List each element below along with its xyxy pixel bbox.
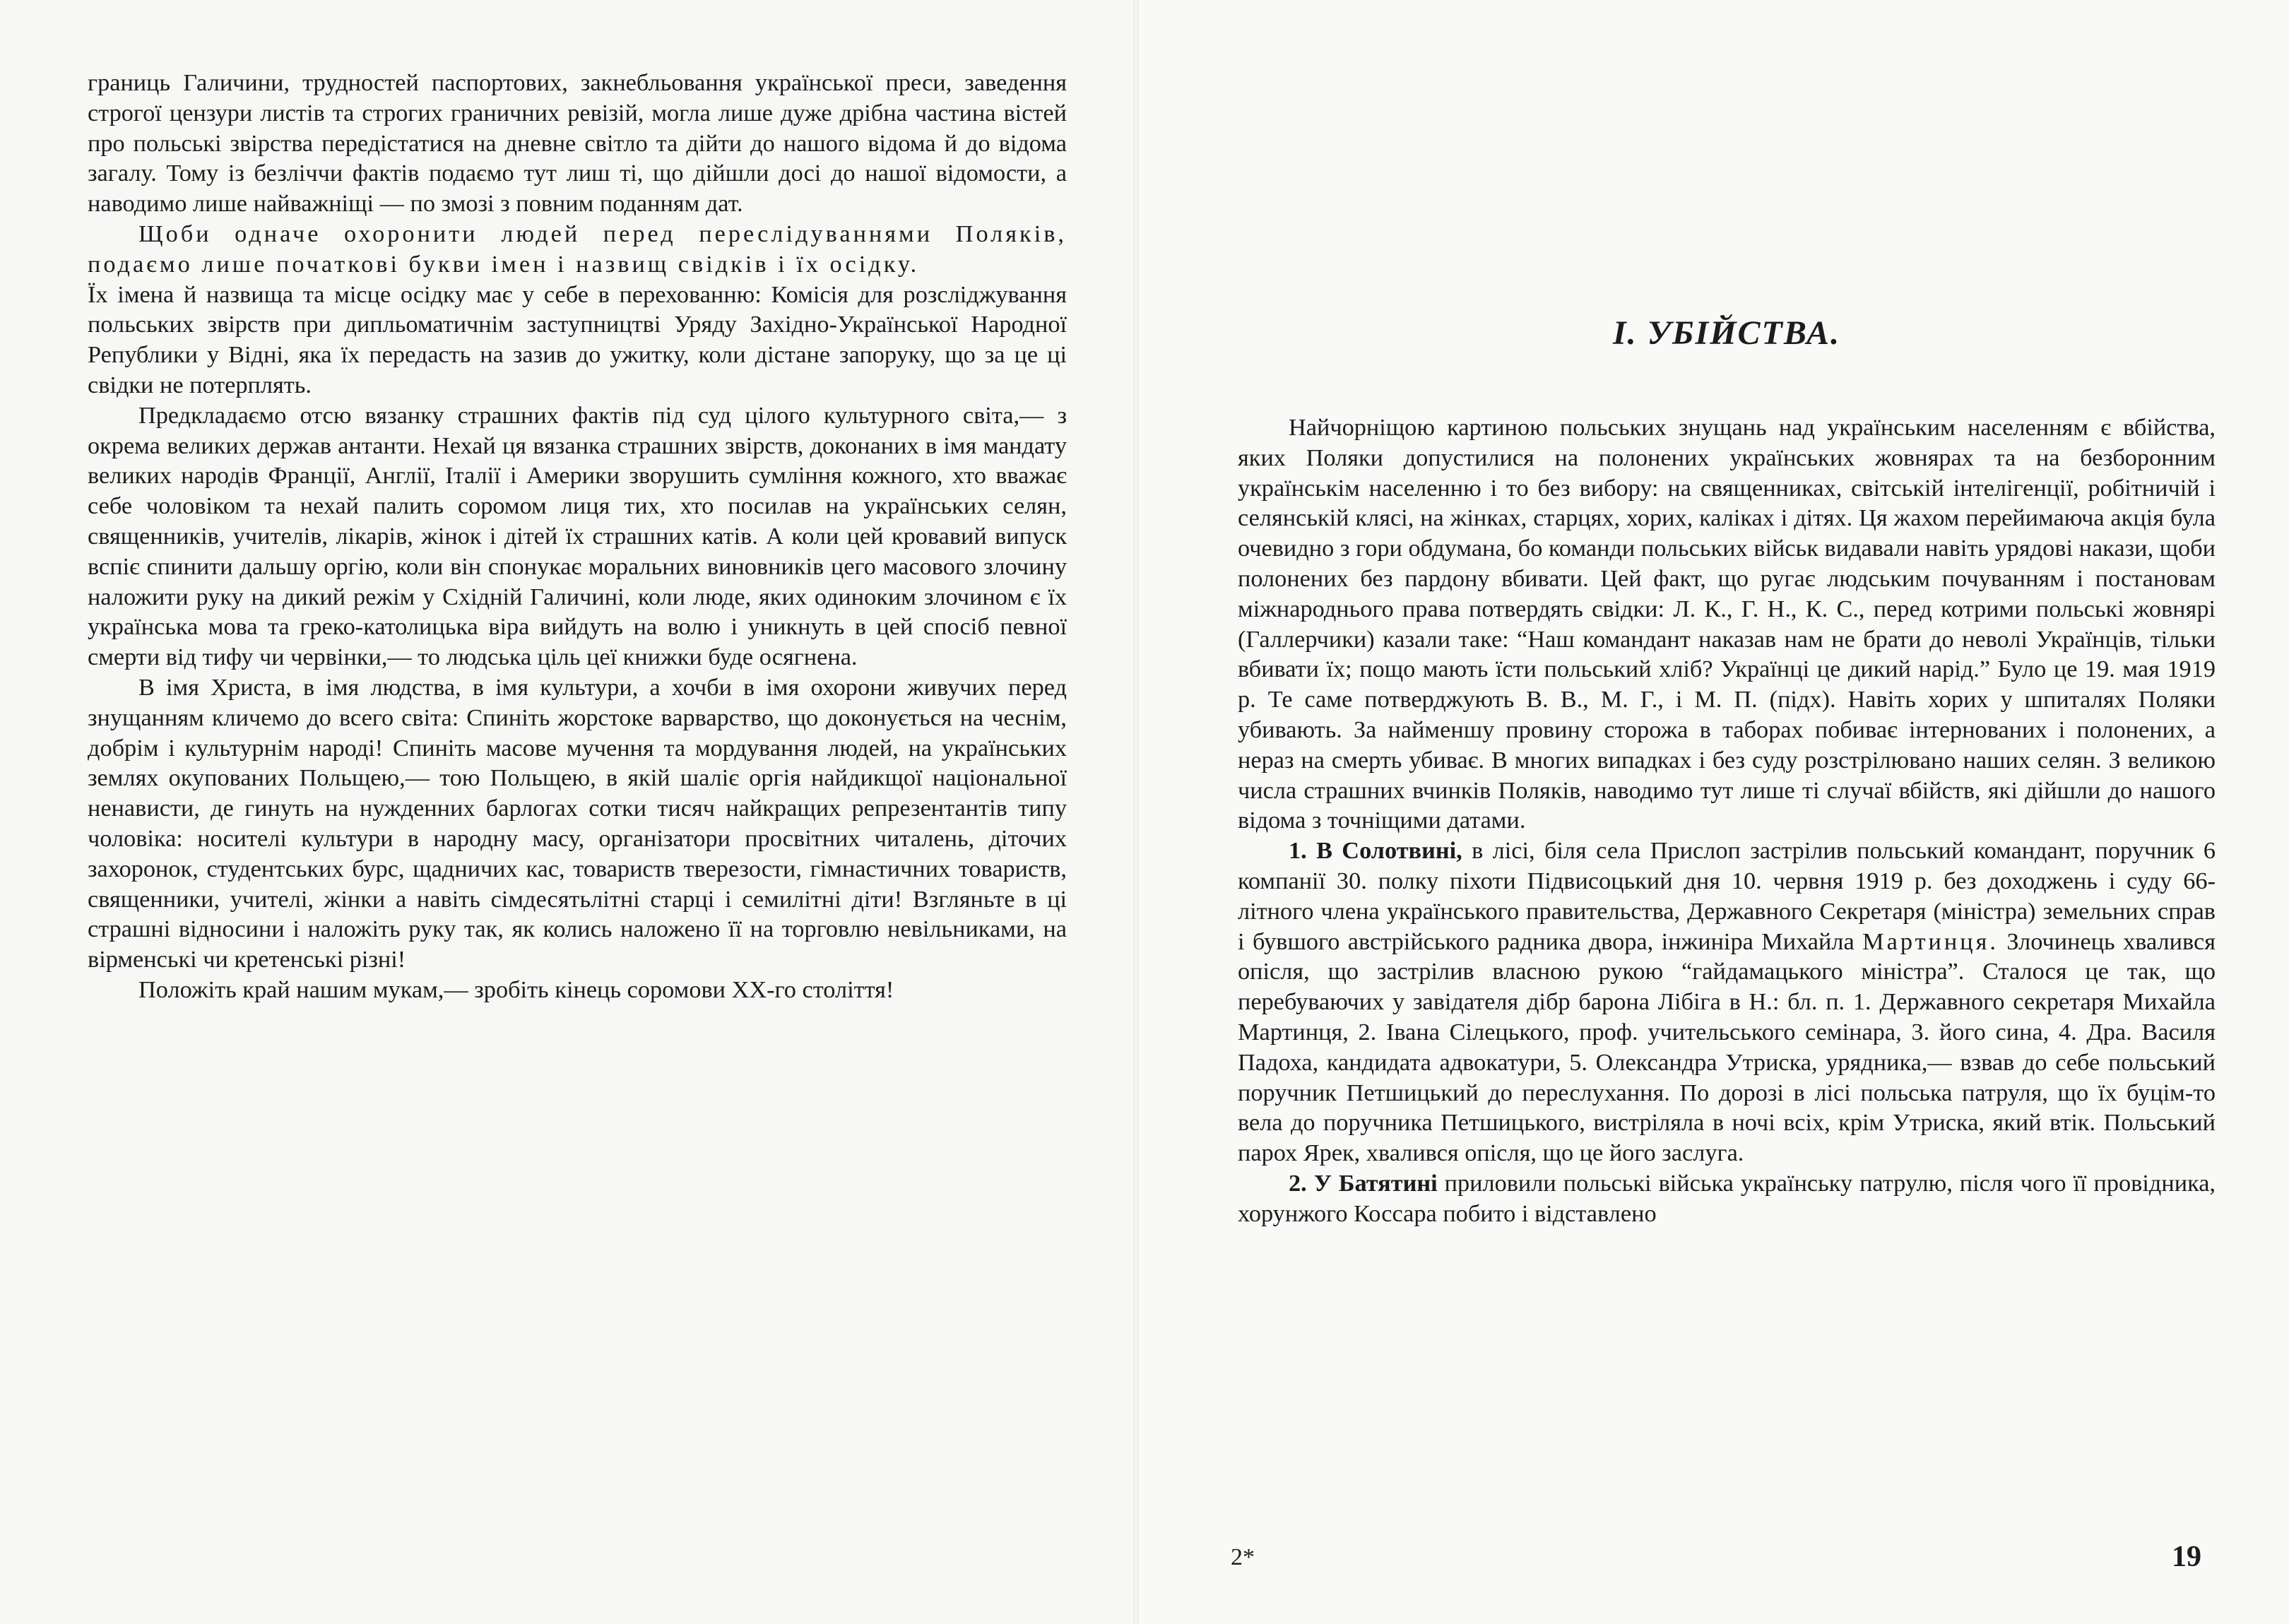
right-page-text <box>1238 413 2216 1229</box>
case-2-heading: 2. У Батятині <box>1289 1169 1438 1197</box>
paragraph-spaced-notice: Щоби одначе охоронити людей перед переслідуваннями Поляків, подаємо лише початкові букви імен і назвищ свідків і їх осідку. <box>88 220 1067 278</box>
case-2-paragraph <box>1238 1168 2216 1229</box>
case-1-heading: 1. В Солотвині, <box>1289 837 1462 865</box>
section-title: І. УБІЙСТВА. <box>1612 314 1841 352</box>
case-1-text-b: Злочинець хвалився опісля, що застрілив власною рукою “гайдамацького міністра”. Сталося це так, що перебуваючих у завідателя дібр барона Лібіга в Н.: бл. п. 1. Державного секретаря Михайла Мартинця, 2. Івана Сілецького, проф. учительського семінара, 3. його сина, 4. Дра. Василя Падоха, кандидата адвокатури, 5. Олександра Утриска, урядника,— взвав до себе польський поручник Петшицький до переслухання. По дорозі в лісі польська патруля, що їх буцім-то вела до поручника Петшицького, вистріляла в ночі всіх, крім Утриска, який втік. Польський парох Ярек, хвалився опісля, що це його заслуга. <box>1238 927 2216 1167</box>
case-2-text: приловили польські війська українську патрулю, після чого її провідника, хорунжого Коссара побито і відставлено <box>1238 1169 2216 1227</box>
case-1-text-a: в лісі, біля села Прислоп застрілив польський командант, поручник 6 компанії 30. полку піхоти Підвисоцький дня 10. червня 1919 р. без доходжень і суду 66-літного члена українського правительства, Державного Секретаря (міністра) земельних справ і бувшого австрійського радника двора, інжиніра Михайла <box>1238 837 2216 955</box>
paragraph-continued: границь Галичини, трудностей паспортових, закнебльовання української преси, заведення строгої цензури листів та строгих граничних ревізій, могла лише дуже дрібна частина вістей про польські звірства передістатися на дневне світло та дійти до нашого відома й до відома загалу. Тому із безліччи фактів подаємо тут лиш ті, що дійшли досі до нашої відомости, а наводимо лише найважніщі — по змозі з повним поданням дат. <box>88 69 1067 218</box>
intro-paragraph: Найчорніщою картиною польських знущань над українським населенням є вбійства, яких Поляки допустилися на полонених українських жовнярах та на безборонним українськім населенню і то без вибору: на священниках, світській інтелігенції, робітничій і селянській клясі, на жінках, старцях, хорих, каліках і дітях. Ця жахом перейимаюча акція була очевидно з гори обдумана, бо команди польських військ видавали навіть урядові накази, щоби полонених без пардону вбивати. Цей факт, що ругає людським почуванням і постановам міжнароднього права потвердять свідки: Л. К., Г. Н., К. С., перед котрими польські жовнярі (Галлерчики) казали таке: “Наш командант наказав нам не брати до неволі Українців, тільки вбивати їх; пощо мають їсти польський хліб? Українці це дикий нарід.” Було це 19. мая 1919 р. Те саме потверджують В. В., М. Г., і М. П. (підх). Навіть хорих у шпиталях Поляки убивають. За найменшу провину сторожа в таборах побиває інтернованих і полонених, а нераз на смерть убиває. В многих випадках і без суду розстрілювано наших селян. З великою числа страшних вчинків Поляків, наводимо тут лише ті случаї вбійств, які дійшли до нашого відома з точніщими датами. <box>1238 414 2216 834</box>
page-number: 19 <box>2172 1541 2201 1573</box>
case-1-paragraph <box>1238 836 2216 1168</box>
paragraph-closing: Положіть край нашим мукам,— зробіть кінець соромови XX-го століття! <box>138 976 894 1003</box>
paragraph-in-the-name: В імя Христа, в імя людства, в імя культури, а хочби в імя охорони живучих перед знущанням кличемо до всего світа: Спиніть жорстоке варварство, що доконується на чеснім, добрім і культурнім народі! Спиніть масове мучення та мордування людей, на українських землях окупованих Польщею,— тою Польщею, в якій шаліє оргія найдикщої національної ненависти, де гинуть на нужденних барлогах сотки тисяч найкращих репрезентантів типу чоловіка: носителі культури в народну масу, організатори просвітних читалень, діточих захоронок, студентських бурс, щадничих кас, товариств тверезости, гімнастичних товариств, священники, учителі, жінки а навіть сімдесятьлітні старці і семилітні діти! Взгляньте в ці страшні відносини і наложіть руку так, як колись наложено її на торговлю невільниками, на вірменські чи кретенські різні! <box>88 673 1067 973</box>
signature-mark: 2* <box>1231 1544 1255 1570</box>
case-1-spaced-name: Мартинця. <box>1862 927 1999 955</box>
paragraph-commission: Їх імена й назвища та місце осідку має у себе в перехованню: Комісія для розсліджування польських звірств при дипльоматичнім заступництві Уряду Західно-Української Народної Републики у Відні, яка їх передасть на зазив до ужитку, коли дістане запоруку, що за це ці свідки не потерплять. <box>88 280 1067 398</box>
book-gutter <box>1133 0 1139 1624</box>
left-page-text <box>88 68 1067 1005</box>
paragraph-appeal: Предкладаємо отсю вязанку страшних фактів під суд цілого культурного світа,— з окрема великих держав антанти. Нехай ця вязанка страшних звірств, доконаних в імя мандату великих народів Франції, Англії, Італії і Америки зворушить сумління кожного, хто вважає себе чоловіком та нехай палить соромом лиця тих, хто посилав на українських селян, священників, учителів, лікарів, жінок і дітей їх страшних катів. А коли цей кровавий випуск вспіє спинити дальшу оргію, коли він спонукає моральних виновників цего масового злочину наложити руку на дикий режім у Східній Галичині, коли люде, яких одиноким злочином є їх українська мова та греко-католицька віра вийдуть на волю і уникнуть в цей спосіб певної смерти від тифу чи червінки,— то людська ціль цеї книжки буде осягнена. <box>88 401 1067 671</box>
